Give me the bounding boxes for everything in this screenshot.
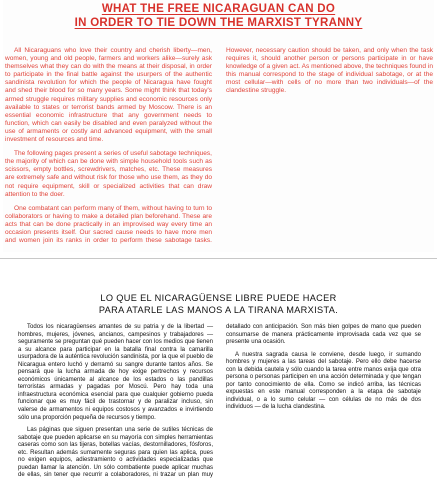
english-paragraph-3: One combatant can perform many of them, without having to turn to collaborators or having to make a detailed plan beforehand. These are acts that can be done practically in an improvised way every time an occasion presents itself. Our sacred cause needs to have more men and women join its ranks in order to perform these sabotage tasks. However, necessary caution should be taken, and only when the task requires it, should another person or persons participate in or have knowledge of a given act. As mentioned above, the techniques found in this manual correspond to the stage of individual sabotage, or at the most cellular—with cells of no more than two individuals—of the clandestine struggle. (5, 47, 433, 245)
english-title-line-2: IN ORDER TO TIE DOWN THE MARXIST TYRANNY (74, 17, 363, 29)
spanish-title-line-2: PARA ATARLE LAS MANOS A LA TIRANA MARXISTA. (98, 304, 339, 315)
spanish-title-line-1: LO QUE EL NICARAGÜENSE LIBRE PUEDE HACER (100, 293, 337, 303)
spanish-paragraph-3: A nuestra sagrada causa le conviene, desde luego, ir sumando hombres y mujeres a las tareas del sabotaje. Pero ello debe hacerse con la debida cautela y sólo cuando la tarea entre manos exija que otra persona o personas participen en una acción determinada y que tengan por tanto conocimiento de ella. Como se indicó arriba, las técnicas expuestas en este manual corresponden a la etapa de sabotaje individual, o a lo sumo celular — con células de no más de dos individuos — de la lucha clandestina. (226, 351, 421, 411)
english-body (5, 47, 433, 252)
spanish-title (0, 293, 437, 316)
spanish-paragraph-1: Todos los nicaragüenses amantes de su patria y de la libertad — hombres, mujeres, jóvenes, ancianos, campesinos y trabajadores — seguramente se preguntan qué pueden hacer con los medios que tienen a su alcance para participar en la batalla final contra la camarilla usurpadora de la auténtica revolución sandinista, por la que el pueblo de Nicaragua entero luchó y derramó su sangre durante tantos años. Se pensará que la lucha armada de hoy exige pertrechos y recursos económicos únicamente al alcance de los estados o las pandillas terroristas armadas y pagadas por Moscú. Pero hay toda una infraestructura económica esencial para que cualquier gobierno pueda funcionar que es muy fácil de trastornar y de paralizar incluso, sin valerse de armamentos ni equipos costosos y avanzados e invirtiendo sólo una proporción pequeña de recursos y tiempo. (18, 324, 213, 421)
english-section (3, 0, 434, 252)
english-title-line-1: WHAT THE FREE NICARAGUAN CAN DO (101, 3, 336, 15)
section-divider (0, 258, 437, 259)
english-paragraph-1: All Nicaraguans who love their country and cherish liberty—men, women, young and old people, farmers and workers alike—surely ask themselves what they can do with the means at their disposal, in order to participate in the final battle against the usurpers of the authentic sandinista revolution for which the people of Nicaragua have fought and shed their blood for so many years. Some might think that today's armed struggle requires military supplies and economic resources only available to states or terrorist bands armed by Moscow. There is an essential economic infrastructure that any government needs to function, which can easily be disabled and even paralyzed without the use of armaments or costly and advanced equipment, with the small investment of resources and time. (5, 47, 212, 144)
spanish-paragraph-2: Las páginas que siguen presentan una serie de sutiles técnicas de sabotaje que pueden aplicarse en su mayoría con simples herramientas caseras como son las tijeras, botellas vacías, destornilladores, fósforos, etc. Resultan además sumamente seguras para quien las aplica, pues no exigen equipos, adiestramiento o actividades especializadas que puedan llamar la atención. Un sólo combatiente puede aplicar muchas de ellas, sin tener que recurrir a colaboradores, ni trazar un plan muy detallado con anticipación. Son más bien golpes de mano que pueden consumarse de manera prácticamente improvisada cada vez que se presente una ocasión. (18, 324, 421, 479)
english-title (3, 0, 434, 30)
spanish-body (18, 324, 421, 486)
english-paragraph-2: The following pages present a series of useful sabotage techniques, the majority of which can be done with simple household tools such as scissors, empty bottles, screwdrivers, matches, etc. These measures are extremely safe and without risk for those who use them, as they do not require equipment, skill or specialized activities that can draw attention to the doer. (5, 150, 212, 198)
